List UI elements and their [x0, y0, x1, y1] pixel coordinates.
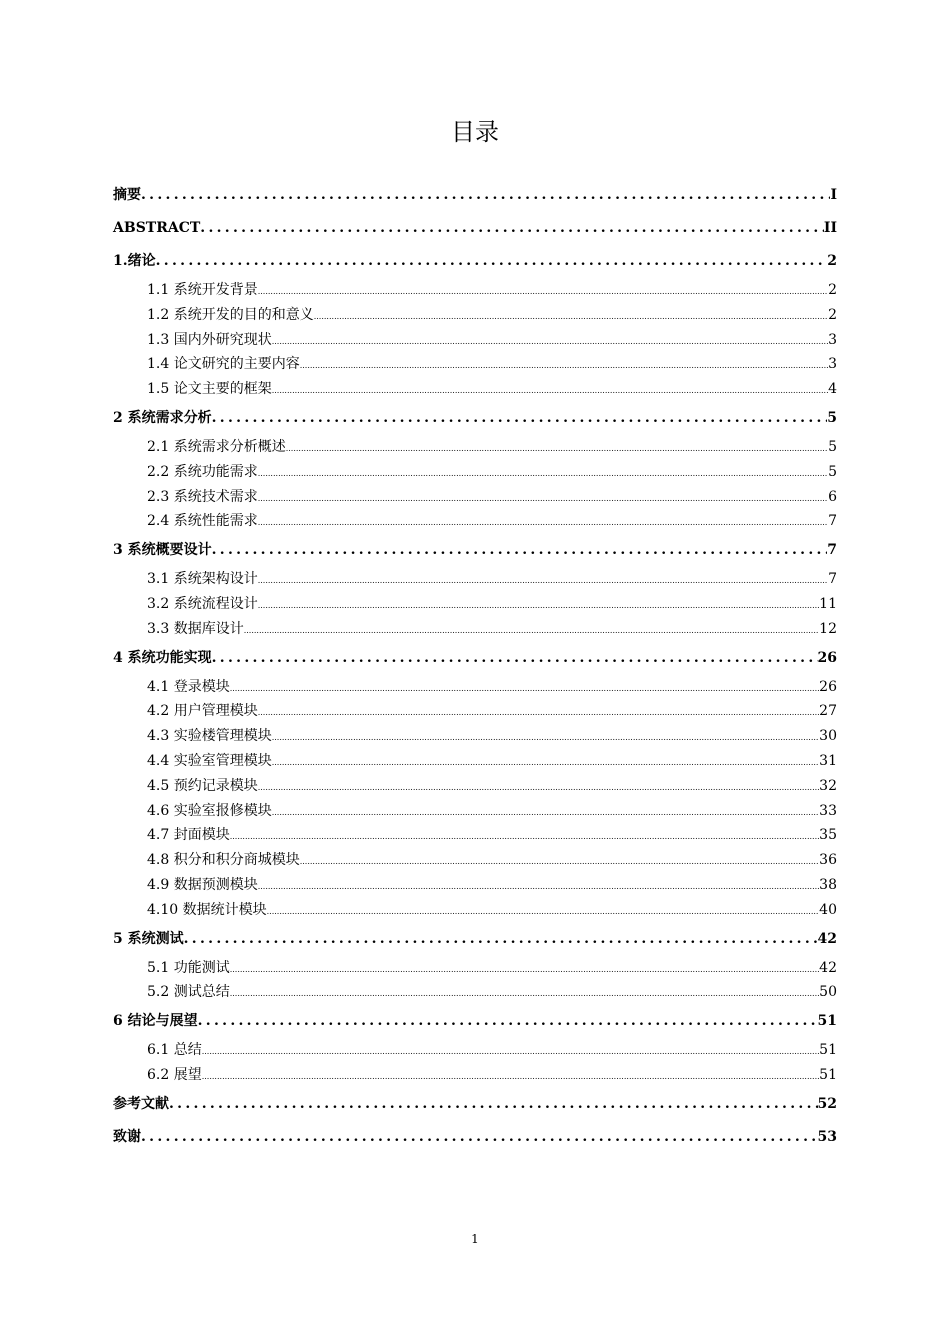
toc-chapter-entry[interactable]	[113, 1005, 837, 1038]
toc-entry-page: I	[830, 187, 837, 203]
toc-entry-label: 4.1 登录模块	[147, 678, 230, 695]
toc-section-entry[interactable]	[113, 460, 837, 485]
toc-entry-label: 3.1 系统架构设计	[147, 571, 258, 588]
toc-section-entry[interactable]	[113, 699, 837, 724]
toc-dot-leader	[212, 402, 828, 435]
toc-section-entry[interactable]	[113, 956, 837, 981]
toc-section-entry[interactable]	[113, 303, 837, 328]
toc-dot-leader	[184, 923, 818, 956]
toc-dot-leader	[156, 245, 828, 278]
toc-section-entry[interactable]	[113, 980, 837, 1005]
toc-dot-leader	[258, 487, 828, 512]
toc-entry-page: 30	[819, 728, 837, 745]
toc-entry-label: 4.2 用户管理模块	[147, 703, 258, 720]
toc-entry-page: 42	[819, 959, 837, 976]
toc-entry-label: 1.1 系统开发背景	[147, 282, 258, 298]
toc-dot-leader	[244, 619, 819, 644]
toc-entry-page: 5	[827, 409, 837, 426]
toc-section-entry[interactable]	[113, 509, 837, 534]
toc-entry-page: 27	[819, 703, 837, 720]
toc-dot-leader	[198, 1005, 818, 1038]
toc-entry-page: 32	[819, 777, 837, 794]
toc-entry-label: 4.8 积分和积分商城模块	[147, 852, 300, 869]
toc-dot-leader	[230, 677, 819, 702]
toc-entry-label: 5.1 功能测试	[147, 959, 230, 976]
toc-entry-page: 12	[819, 620, 837, 637]
toc-entry-label: 4.7 封面模块	[147, 827, 230, 844]
toc-section-entry[interactable]	[113, 617, 837, 642]
table-of-contents	[113, 179, 837, 1154]
toc-entry-page: 36	[819, 852, 837, 869]
toc-dot-leader	[272, 330, 828, 355]
toc-section-entry[interactable]	[113, 485, 837, 510]
toc-entry-label: 2.1 系统需求分析概述	[147, 438, 286, 455]
toc-entry-label: 6.1 总结	[147, 1042, 202, 1059]
toc-entry-page: 26	[819, 678, 837, 695]
toc-entry-page: 11	[819, 595, 837, 612]
toc-entry-page: 35	[819, 827, 837, 844]
toc-chapter-entry[interactable]	[113, 1121, 837, 1154]
toc-dot-leader	[258, 701, 819, 726]
toc-section-entry[interactable]	[113, 592, 837, 617]
toc-dot-leader	[272, 726, 819, 751]
toc-entry-label: 3 系统概要设计	[113, 542, 212, 559]
toc-entry-page: II	[823, 220, 837, 236]
toc-entry-page: 5	[828, 438, 837, 455]
toc-dot-leader	[212, 642, 818, 675]
toc-entry-page: 42	[817, 930, 837, 947]
toc-entry-page: 7	[828, 571, 837, 588]
toc-entry-page: 7	[828, 513, 837, 530]
toc-entry-label: 摘要	[113, 187, 141, 203]
toc-section-entry[interactable]	[113, 352, 837, 377]
toc-entry-label: 致谢	[113, 1128, 141, 1145]
toc-dot-leader	[230, 982, 819, 1007]
toc-chapter-entry[interactable]	[113, 923, 837, 956]
toc-entry-page: 6	[828, 488, 837, 505]
toc-entry-label: 4.3 实验楼管理模块	[147, 728, 272, 745]
toc-dot-leader	[258, 875, 819, 900]
toc-entry-label: 4.4 实验室管理模块	[147, 752, 272, 769]
toc-dot-leader	[230, 958, 819, 983]
toc-dot-leader	[202, 1040, 819, 1065]
toc-dot-leader	[258, 594, 819, 619]
toc-entry-label: 2 系统需求分析	[113, 409, 212, 426]
toc-entry-label: 5 系统测试	[113, 930, 184, 947]
toc-entry-page: 51	[819, 1066, 837, 1083]
toc-entry-page: 3	[828, 356, 837, 373]
toc-entry-page: 5	[828, 463, 837, 480]
toc-dot-leader	[141, 179, 830, 212]
toc-dot-leader	[212, 534, 828, 567]
toc-section-entry[interactable]	[113, 435, 837, 460]
toc-entry-page: 52	[817, 1095, 837, 1112]
toc-section-entry[interactable]	[113, 377, 837, 402]
toc-dot-leader	[258, 280, 828, 305]
toc-entry-label: 3.3 数据库设计	[147, 620, 244, 637]
toc-dot-leader	[258, 776, 819, 801]
toc-section-entry[interactable]	[113, 848, 837, 873]
toc-section-entry[interactable]	[113, 328, 837, 353]
toc-dot-leader	[314, 305, 828, 330]
toc-section-entry[interactable]	[113, 675, 837, 700]
toc-dot-leader	[258, 462, 828, 487]
toc-entry-label: 4 系统功能实现	[113, 649, 212, 666]
page-number: 1	[471, 1232, 479, 1246]
toc-dot-leader	[230, 825, 819, 850]
toc-dot-leader	[200, 212, 824, 245]
toc-entry-page: 50	[819, 984, 837, 1001]
toc-entry-label: 4.6 实验室报修模块	[147, 802, 272, 819]
toc-entry-label: 6.2 展望	[147, 1066, 202, 1083]
toc-entry-page: 51	[819, 1042, 837, 1059]
toc-entry-page: 26	[817, 649, 837, 666]
toc-entry-page: 33	[819, 802, 837, 819]
toc-dot-leader	[300, 850, 819, 875]
toc-section-entry[interactable]	[113, 774, 837, 799]
toc-entry-label: 1.2 系统开发的目的和意义	[147, 306, 314, 323]
toc-chapter-entry[interactable]	[113, 642, 837, 675]
page-title: 目录	[451, 118, 499, 146]
toc-chapter-entry[interactable]	[113, 402, 837, 435]
toc-entry-label: 6 结论与展望	[113, 1013, 198, 1030]
toc-entry-label: 3.2 系统流程设计	[147, 595, 258, 612]
toc-section-entry[interactable]	[113, 724, 837, 749]
toc-entry-page: 38	[819, 876, 837, 893]
toc-chapter-entry[interactable]	[113, 212, 837, 245]
toc-entry-page: 3	[828, 331, 837, 348]
toc-chapter-entry[interactable]	[113, 1088, 837, 1121]
toc-entry-page: 4	[828, 381, 837, 398]
toc-entry-label: 参考文献	[113, 1095, 169, 1112]
toc-entry-page: 7	[827, 542, 837, 559]
toc-entry-label: 1.5 论文主要的框架	[147, 381, 272, 398]
toc-entry-page: 2	[828, 306, 837, 323]
toc-dot-leader	[169, 1088, 818, 1121]
toc-entry-page: 2	[828, 282, 837, 298]
toc-dot-leader	[258, 511, 828, 536]
toc-dot-leader	[267, 900, 820, 925]
toc-dot-leader	[286, 437, 828, 462]
toc-section-entry[interactable]	[113, 873, 837, 898]
toc-section-entry[interactable]	[113, 823, 837, 848]
toc-entry-label: 5.2 测试总结	[147, 984, 230, 1001]
toc-dot-leader	[300, 354, 828, 379]
toc-entry-page: 2	[827, 253, 837, 269]
toc-chapter-entry[interactable]	[113, 245, 837, 278]
toc-entry-page: 53	[817, 1128, 837, 1145]
toc-entry-label: 1.3 国内外研究现状	[147, 331, 272, 348]
toc-entry-label: 4.5 预约记录模块	[147, 777, 258, 794]
toc-entry-page: 51	[817, 1013, 837, 1030]
toc-chapter-entry[interactable]	[113, 534, 837, 567]
toc-section-entry[interactable]	[113, 567, 837, 592]
toc-section-entry[interactable]	[113, 1038, 837, 1063]
toc-section-entry[interactable]	[113, 278, 837, 303]
toc-entry-label: 4.10 数据统计模块	[147, 901, 267, 918]
toc-chapter-entry[interactable]	[113, 179, 837, 212]
toc-entry-label: 1.4 论文研究的主要内容	[147, 356, 300, 373]
toc-dot-leader	[272, 801, 819, 826]
toc-entry-page: 31	[819, 752, 837, 769]
toc-entry-page: 40	[819, 901, 837, 918]
toc-section-entry[interactable]	[113, 898, 837, 923]
toc-dot-leader	[202, 1065, 819, 1090]
toc-entry-label: 1.绪论	[113, 253, 156, 269]
toc-dot-leader	[141, 1121, 818, 1154]
toc-section-entry[interactable]	[113, 799, 837, 824]
toc-dot-leader	[272, 379, 828, 404]
toc-entry-label: 2.2 系统功能需求	[147, 463, 258, 480]
toc-dot-leader	[258, 569, 828, 594]
toc-entry-label: 4.9 数据预测模块	[147, 876, 258, 893]
toc-section-entry[interactable]	[113, 1063, 837, 1088]
toc-entry-label: ABSTRACT	[113, 220, 201, 236]
toc-section-entry[interactable]	[113, 749, 837, 774]
toc-dot-leader	[272, 751, 819, 776]
toc-entry-label: 2.3 系统技术需求	[147, 488, 258, 505]
toc-entry-label: 2.4 系统性能需求	[147, 513, 258, 530]
